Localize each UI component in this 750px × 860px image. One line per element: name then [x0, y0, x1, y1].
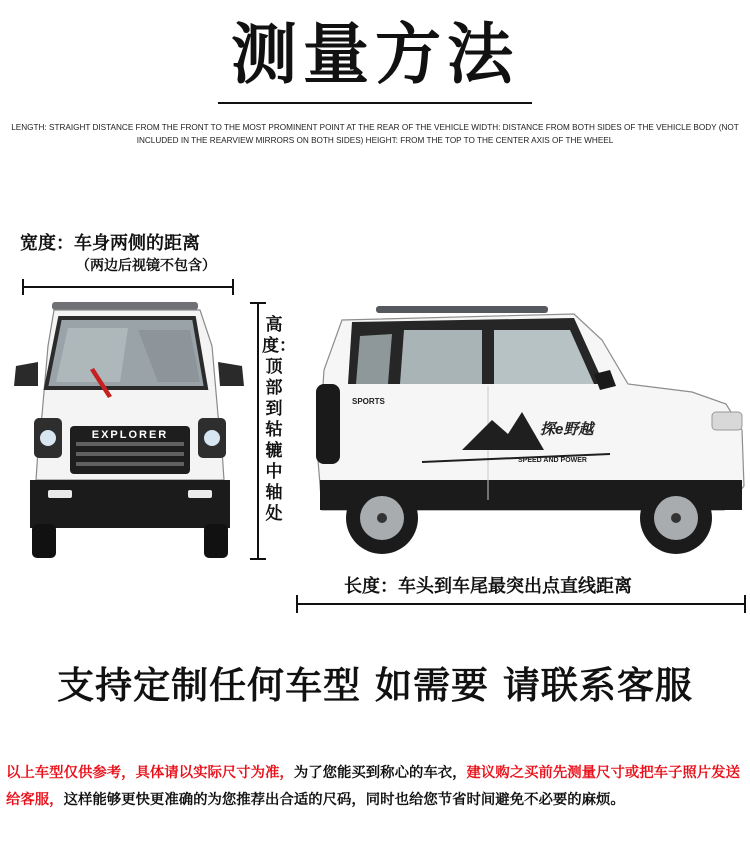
length-measure-tick-left	[296, 595, 298, 613]
title-divider	[218, 102, 532, 104]
side-script-label: 探e野越	[540, 421, 594, 438]
length-label: 长度：车头到车尾最突出点直线距离	[344, 576, 632, 597]
width-measure-tick-left	[22, 279, 24, 295]
vehicle-front-view	[8, 300, 252, 562]
height-measure-line	[257, 302, 259, 560]
page-title: 测量方法	[231, 16, 519, 93]
front-badge: EXPLORER	[91, 429, 169, 441]
length-measure-line	[296, 603, 746, 605]
disclaimer-part-3: 建议购之买前先测量尺寸或把车子照片发送给客服，	[6, 765, 740, 808]
side-sports-label: SPORTS	[352, 397, 385, 406]
length-measure-tick-right	[744, 595, 746, 613]
disclaimer-part-4: 这样能够更快更准确的为您推荐出合适的尺码，同时也给您节省时间避免不必要的麻烦。	[63, 792, 625, 808]
customization-slogan: 支持定制任何车型 如需要 请联系客服	[57, 664, 693, 707]
side-decal-text: SPEED AND POWER	[518, 457, 587, 464]
disclaimer-text	[6, 760, 748, 814]
height-measure-tick-top	[250, 302, 266, 304]
page-subtitle: LENGTH: STRAIGHT DISTANCE FROM THE FRONT TO THE MOST PROMINENT POINT AT THE REAR OF THE VEHICLE WIDTH: DISTANCE FROM BOTH SIDES OF THE VEHICLE BODY (NOT INCLUDED IN THE REARVIEW MIRRORS ON BOTH SIDES) HEIGHT: FROM THE TOP TO THE CENTER AXIS OF THE WHEEL	[11, 123, 739, 145]
width-note: （两边后视镜不包含）	[76, 258, 216, 274]
height-label: 高度：顶部到轱辘中轴处	[262, 315, 296, 524]
width-measure-tick-right	[232, 279, 234, 295]
disclaimer-part-2: 为了您能买到称心的车衣，	[293, 765, 467, 781]
height-measure-tick-bottom	[250, 558, 266, 560]
width-measure-line	[22, 286, 234, 288]
vehicle-side-view	[312, 300, 748, 562]
disclaimer-part-1: 以上车型仅供参考，具体请以实际尺寸为准，	[6, 765, 294, 781]
width-label: 宽度：车身两侧的距离	[20, 233, 200, 254]
